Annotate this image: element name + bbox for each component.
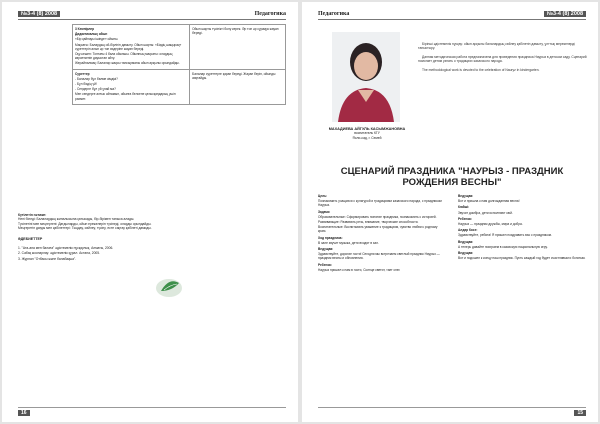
abstract bbox=[418, 42, 588, 76]
notes-line: Нені біледі: Балалардың жиналысына қатысады, бір-бірімен таныса алады. bbox=[18, 217, 135, 222]
para-text: Звучит домбра, дети исполняют кюй. bbox=[458, 210, 513, 215]
table-text: «Бір қайнауы ішінде» ойыны. bbox=[75, 37, 119, 42]
text-column-right bbox=[458, 192, 586, 261]
para-heading: Ведущая: bbox=[458, 194, 474, 198]
table-text: 3 Кемпірлер bbox=[75, 27, 95, 31]
literature-item: 3. Журнал "Отбасы және балабақша". bbox=[18, 256, 77, 261]
author-org: Ясли-сад, г. Семей bbox=[352, 135, 382, 140]
table-cell bbox=[190, 69, 286, 104]
para-text: В зале звучит музыка, дети входят в зал. bbox=[318, 240, 379, 245]
author-photo bbox=[332, 32, 400, 122]
literature-title: ӘДЕБИЕТТЕР bbox=[18, 237, 43, 241]
literature-item: 2. Сабақ жоспарлау: әдістемелік құрал. Астана, 2005. bbox=[18, 251, 101, 256]
para-text: Вот и подошел к концу наш праздник. Пусть каждый год будет счастливым и богатым. bbox=[458, 256, 586, 261]
literature-item: 1. "Ата-ана мен балаға" әдістемелік нұсқаулық. Алматы, 2006. bbox=[18, 246, 114, 250]
issue-label: №3-4 (8) 2008 bbox=[18, 11, 60, 17]
para-text: Наурыз пришел к нам в гости, Солнце светит, тает снег. bbox=[318, 267, 401, 272]
para-text: Познакомить учащихся с культурой и традициями казахского народа, с праздником Наурыз. bbox=[318, 199, 442, 208]
photo-caption bbox=[322, 127, 412, 140]
para-text: Здравствуйте, ребята! Я пришел поздравить вас с праздником. bbox=[458, 233, 552, 238]
table-text: Мен сендерге алғыс айтамын, ойынға белсене қатысқандарың үшін рахмет. bbox=[75, 92, 176, 101]
para-heading: Ход праздника: bbox=[318, 235, 343, 240]
para-heading: Ведущая: bbox=[458, 251, 474, 256]
expected-results bbox=[18, 213, 286, 231]
para-text: Наурыз — праздник дружбы, мира и добра. bbox=[458, 222, 523, 227]
para-text: Здравствуйте, дорогие гости! Сегодня мы встречаем светлый праздник Наурыз — праздник весны и обновления. bbox=[318, 252, 440, 261]
page-footer bbox=[318, 407, 586, 415]
para-text: Образовательные: Сформировать понятие праздника, познакомить с историей. bbox=[318, 214, 437, 219]
table-text: Ойын шарты түсінікті болу керек. Әр топ әр сұраққа жауап береді. bbox=[192, 27, 279, 36]
table-text: Балалар суреттерге қарап береді. Жауап беріп, ойынды аяқтайды. bbox=[192, 71, 276, 80]
table-text: Мақсаты: Балардың ой-бірлігін дамыту. Ойын шарты: «Біздің шаңырақ» суреттерін алып әр топ өздеріне жауап береді. bbox=[75, 42, 182, 51]
notes-line: Меңгеретін дағды мен қабілеттері: Тыңдау, сөйлеу, түсіну, есте сақтау қабілеті дамиды. bbox=[18, 226, 152, 231]
table-cell bbox=[73, 69, 190, 104]
table-text: - Бұл біздің үй! bbox=[75, 82, 97, 87]
para-heading: Ребенок: bbox=[318, 262, 333, 267]
page-footer bbox=[18, 407, 286, 415]
notes-heading: Күтілетін нәтиже: bbox=[18, 213, 47, 217]
para-heading: Цель: bbox=[318, 194, 328, 198]
table-text: Суреттер bbox=[75, 71, 90, 76]
leaf-icon bbox=[152, 275, 186, 299]
page-header bbox=[18, 10, 286, 20]
literature-list bbox=[18, 246, 286, 262]
text-column-left bbox=[318, 192, 446, 273]
para-heading: Кюйші: bbox=[458, 205, 470, 210]
table-text: Дидактикалық ойын bbox=[75, 32, 108, 37]
notes-line: Түсінетіні мен меңгергені: Дағдыларды, ойын ережелерін түсінеді, оларды орындайды. bbox=[18, 221, 152, 226]
portrait-image bbox=[332, 32, 400, 122]
table-text: Оқу-кешен: Топтағы 4 бала ойыншы. Ойынның мақсаты: олардың көрсеткенін дауыстап айту. bbox=[75, 52, 173, 61]
para-heading: Задачи: bbox=[318, 209, 331, 214]
page-number: 16 bbox=[18, 410, 30, 416]
table-cell bbox=[190, 25, 286, 70]
para-text: Воспитательные: Воспитывать уважение к традициям, чувство любви к родному краю. bbox=[318, 225, 438, 234]
author-name: МАХАДИЕВА АЙГУЛЬ КАСЫМЖАНОВНА bbox=[328, 127, 406, 131]
author-role: воспитатель КГУ bbox=[354, 131, 380, 136]
para-heading: Ведущая: bbox=[318, 247, 334, 252]
table-text: - Сендерге бұл үй ұнай ма? bbox=[75, 87, 116, 92]
para-heading: Ведущая: bbox=[458, 239, 474, 244]
lesson-table bbox=[72, 24, 286, 105]
article-title: СЦЕНАРИЙ ПРАЗДНИКА "НАУРЫЗ - ПРАЗДНИК РОЖДЕНИЯ ВЕСНЫ" bbox=[340, 166, 564, 188]
page-header bbox=[318, 10, 586, 20]
section-label: Педагогика bbox=[254, 11, 286, 17]
abstract-en: The methodological work is devoted to the celebration of Nauryz in kindergarten. bbox=[422, 67, 540, 72]
right-page bbox=[302, 2, 598, 422]
issue-label: №3-4 (8) 2008 bbox=[544, 11, 586, 17]
para-text: Развивающие: Развивать речь, внимание, творческие способности. bbox=[318, 220, 419, 225]
table-cell bbox=[73, 25, 190, 70]
abstract-ru: Данная методическая работа предназначена для проведения праздника Наурыз в детском саду. Сценарий помогает детям узнать о традициях казахского народа. bbox=[418, 54, 587, 64]
section-label: Педагогика bbox=[318, 11, 350, 17]
page-number: 15 bbox=[574, 410, 586, 416]
para-text: Вот и пришла к нам долгожданная весна! bbox=[458, 199, 520, 204]
table-text: - Балалар бұл бөлме кімдікі? bbox=[75, 76, 118, 81]
left-page bbox=[2, 2, 298, 422]
para-text: А теперь давайте поиграем в казахскую национальную игру. bbox=[458, 244, 548, 249]
abstract-kz: Бірінші әдістемелік нұсқау: ойын арқылы балалардың сөйлеу қабілетін дамыту, ұлттық мерекелерді таныстыру. bbox=[418, 42, 575, 51]
para-heading: Ребенок: bbox=[458, 216, 473, 221]
para-heading: Алдар Косе: bbox=[458, 228, 478, 233]
table-text: Жерайналмақ: Балалар жақсы тапсырманы ойын арқылы орындайды. bbox=[75, 61, 180, 66]
